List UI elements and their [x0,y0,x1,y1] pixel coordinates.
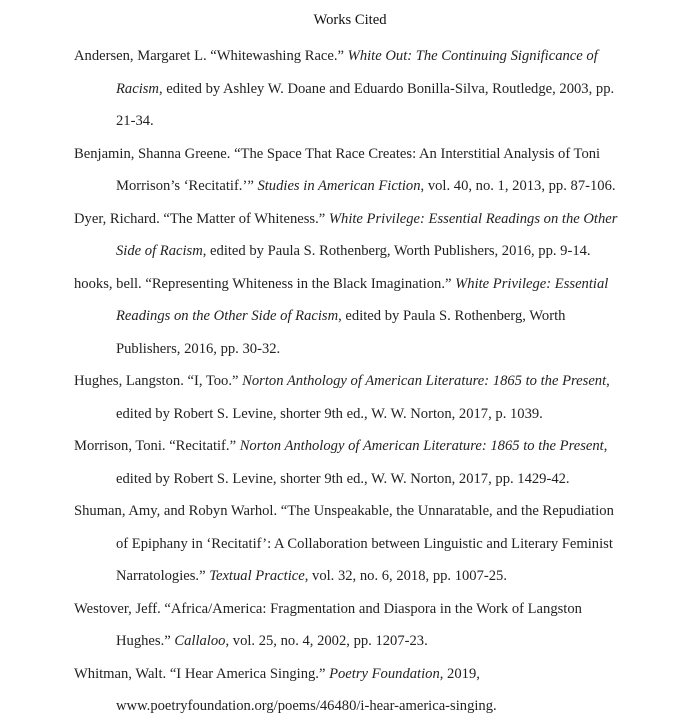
citation-entry [74,430,626,495]
citation-entry [74,658,626,723]
citation-source-title: Norton Anthology of American Literature: 1865 to the Present [239,438,604,454]
citation-details: , vol. 25, no. 4, 2002, pp. 1207-23. [225,633,428,649]
works-cited-list [74,40,626,723]
citation-source-title: White Privilege: Essential Readings on the Other Side of Racism [116,210,618,259]
citation-text: Hughes, Langston. “I, Too.” [74,373,243,389]
citation-entry [74,365,626,430]
citation-source-title: White Privilege: Essential Readings on the Other Side of Racism [116,275,609,324]
citation-details: , edited by Robert S. Levine, shorter 9th ed., W. W. Norton, 2017, pp. 1429-42. [116,438,608,487]
citation-text: Andersen, Margaret L. “Whitewashing Race.” [74,48,348,64]
citation-text: Morrison, Toni. “Recitatif.” [74,438,240,454]
citation-text: Benjamin, Shanna Greene. “The Space That Race Creates: An Interstitial Analysis of Toni Morrison’s ‘Recitatif.’” [74,145,601,194]
citation-entry [74,138,626,203]
citation-text: Westover, Jeff. “Africa/America: Fragmentation and Diaspora in the Work of Langston Hughes.” [74,600,582,649]
citation-source-title: Textual Practice [209,568,305,584]
citation-details: , edited by Paula S. Rothenberg, Worth Publishers, 2016, pp. 30-32. [116,308,566,357]
citation-text: Whitman, Walt. “I Hear America Singing.” [74,665,330,682]
citation-entry [74,495,626,593]
citation-entry [74,40,626,138]
citation-source-title: Callaloo [174,633,226,649]
citation-source-title: Norton Anthology of American Literature: 1865 to the Present [242,373,607,389]
citation-text: Shuman, Amy, and Robyn Warhol. “The Unspeakable, the Unnaratable, and the Repudiation of Epiphany in ‘Recitatif’: A Collaboration between Linguistic and Literary Feminist Narratologies.” [74,503,614,584]
citation-details: , edited by Ashley W. Doane and Eduardo Bonilla-Silva, Routledge, 2003, pp. 21-34. [116,80,615,129]
page-title: Works Cited [313,12,387,28]
citation-source-title: White Out: The Continuing Significance of Racism [116,48,598,97]
citation-details: , vol. 32, no. 6, 2018, pp. 1007-25. [304,568,508,584]
citation-details: , edited by Paula S. Rothenberg, Worth Publishers, 2016, pp. 9-14. [202,243,591,259]
citation-details: , edited by Robert S. Levine, shorter 9th ed., W. W. Norton, 2017, p. 1039. [116,373,610,422]
citation-text: hooks, bell. “Representing Whiteness in the Black Imagination.” [74,275,456,292]
citation-source-title: Studies in American Fiction [257,178,421,194]
citation-text: Dyer, Richard. “The Matter of Whiteness.” [74,210,329,227]
citation-details: , 2019, www.poetryfoundation.org/poems/46480/i-hear-america-singing. [116,665,497,714]
citation-source-title: Poetry Foundation [329,665,440,682]
citation-entry [74,593,626,658]
citation-details: , vol. 40, no. 1, 2013, pp. 87-106. [420,178,616,194]
citation-entry [74,268,626,366]
citation-entry [74,203,626,268]
